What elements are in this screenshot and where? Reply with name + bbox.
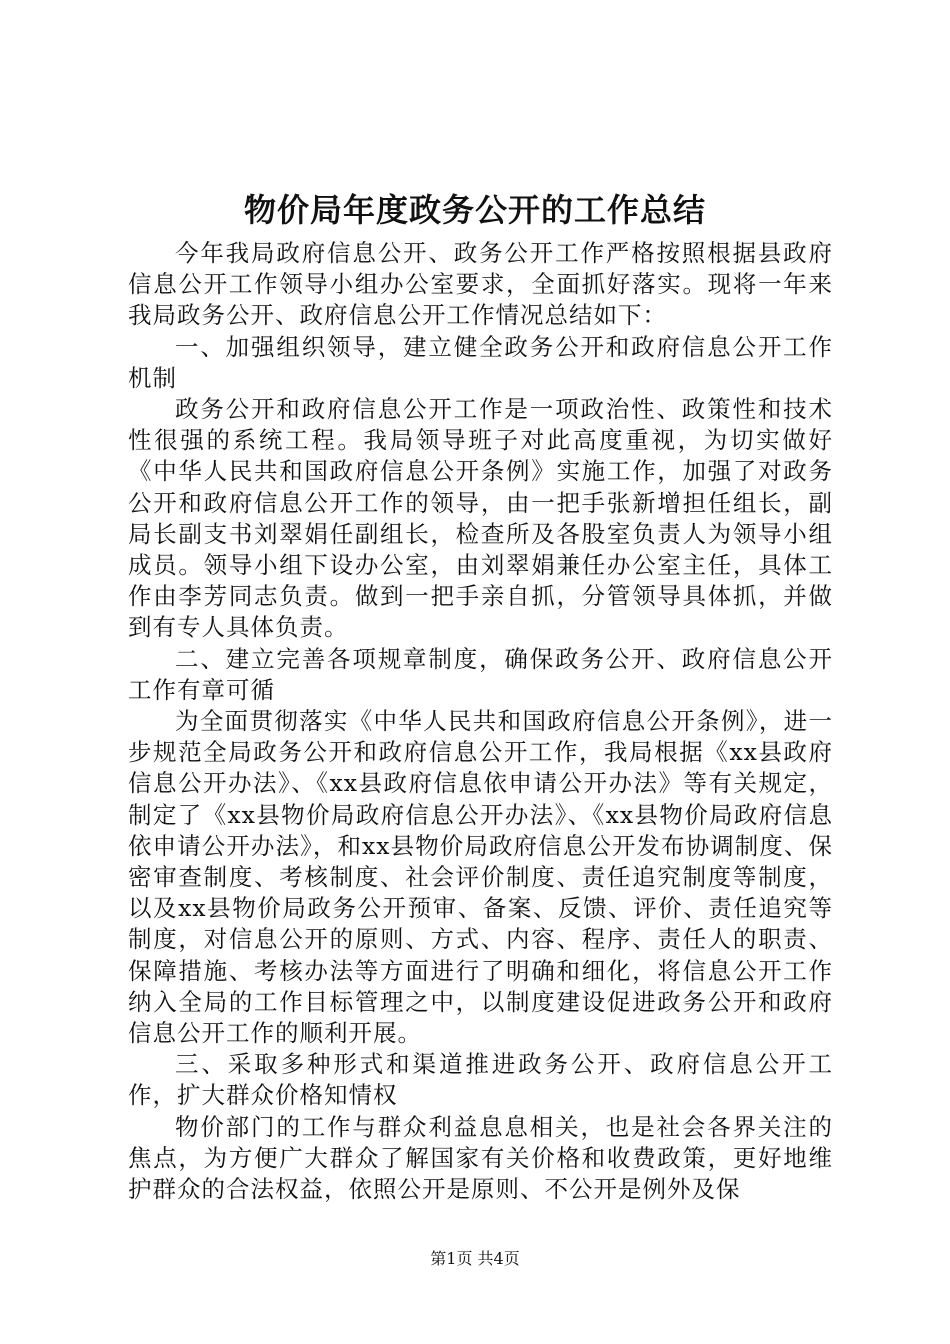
paragraph-section-3: 物价部门的工作与群众利益息息相关，也是社会各界关注的焦点，为方便广大群众了解国家有关价格和收费政策，更好地维护群众的合法权益，依照公开是原则、不公开是例外及保	[128, 1112, 833, 1204]
document-body	[128, 238, 833, 1205]
paragraph-section-2: 为全面贯彻落实《中华人民共和国政府信息公开条例》，进一步规范全局政务公开和政府信息公开工作，我局根据《xx县政府信息公开办法》、《xx县政府信息依申请公开办法》等有关规定，制定了《xx县物价局政府信息公开办法》、《xx县物价局政府信息依申请公开办法》，和xx县物价局政府信息公开发布协调制度、保密审查制度、考核制度、社会评价制度、责任追究制度等制度，以及xx县物价局政务公开预审、备案、反馈、评价、责任追究等制度，对信息公开的原则、方式、内容、程序、责任人的职责、保障措施、考核办法等方面进行了明确和细化，将信息公开工作纳入全局的工作目标管理之中，以制度建设促进政务公开和政府信息公开工作的顺利开展。	[128, 707, 833, 1048]
paragraph-intro: 今年我局政府信息公开、政务公开工作严格按照根据县政府信息公开工作领导小组办公室要求，全面抓好落实。现将一年来我局政务公开、政府信息公开工作情况总结如下：	[128, 239, 833, 330]
section-heading-3: 三、采取多种形式和渠道推进政务公开、政府信息公开工作，扩大群众价格知情权	[128, 1050, 833, 1110]
section-heading-2: 二、建立完善各项规章制度，确保政务公开、政府信息公开工作有章可循	[128, 644, 833, 704]
page-number-footer: 第1页 共4页	[430, 1249, 520, 1268]
section-heading-1: 一、加强组织领导，建立健全政务公开和政府信息公开工作机制	[128, 332, 833, 392]
document-title: 物价局年度政务公开的工作总结	[243, 191, 706, 229]
paragraph-section-1: 政务公开和政府信息公开工作是一项政治性、政策性和技术性很强的系统工程。我局领导班子对此高度重视，为切实做好《中华人民共和国政府信息公开条例》实施工作，加强了对政务公开和政府信息公开工作的领导，由一把手张新增担任组长，副局长副支书刘翠娟任副组长，检查所及各股室负责人为领导小组成员。领导小组下设办公室，由刘翠娟兼任办公室主任，具体工作由李芳同志负责。做到一把手亲自抓，分管领导具体抓，并做到有专人具体负责。	[128, 395, 833, 642]
